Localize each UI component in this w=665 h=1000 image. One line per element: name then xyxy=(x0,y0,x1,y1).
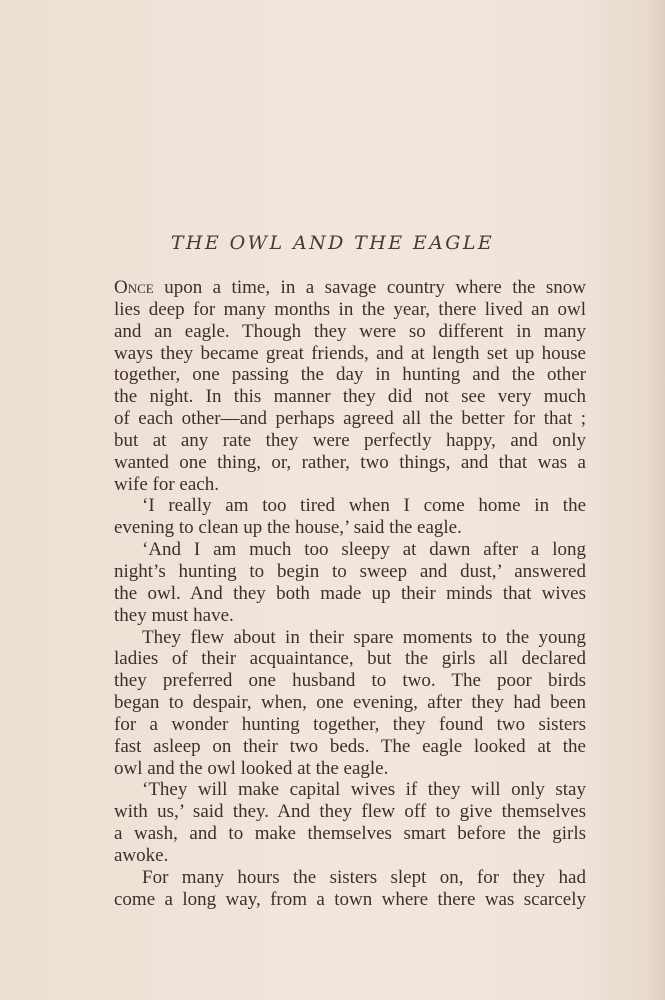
text-line: wanted one thing, or, rather, two things, and that was a xyxy=(114,451,586,473)
text-line: but at any rate they were perfectly happy, and only xyxy=(114,429,586,451)
text-line: with us,’ said they. And they flew off to give themselves xyxy=(114,801,586,823)
chapter-body xyxy=(114,277,586,910)
text-line: owl and the owl looked at the eagle. xyxy=(114,757,389,779)
text-line: for a wonder hunting together, they found two sisters xyxy=(114,713,586,735)
text-line: of each other—and perhaps agreed all the better for that ; xyxy=(114,408,586,430)
text-line: come a long way, from a town where there was scarcely xyxy=(114,888,586,910)
text-line: they must have. xyxy=(114,604,234,626)
text-line: ladies of their acquaintance, but the girls all declared xyxy=(114,648,586,670)
text-line: began to despair, when, one evening, after they had been xyxy=(114,692,586,714)
text-line: For many hours the sisters slept on, for they had xyxy=(142,866,586,888)
text-line: ‘They will make capital wives if they will only stay xyxy=(142,779,586,801)
text-line: wife for each. xyxy=(114,473,219,495)
chapter-title: THE OWL AND THE EAGLE xyxy=(170,232,495,254)
text-line: the owl. And they both made up their minds that wives xyxy=(114,582,586,604)
text-line: they preferred one husband to two. The poor birds xyxy=(114,670,586,692)
text-line: lies deep for many months in the year, there lived an owl xyxy=(114,298,586,320)
text-line: together, one passing the day in hunting and the other xyxy=(114,364,586,386)
text-line: ways they became great friends, and at length set up house xyxy=(114,342,586,364)
text-line: They flew about in their spare moments to the young xyxy=(142,626,586,648)
text-line: ‘And I am much too sleepy at dawn after a long xyxy=(142,539,586,561)
text-line: and an eagle. Though they were so different in many xyxy=(114,320,586,342)
text-line: ‘I really am too tired when I come home in the xyxy=(142,495,586,517)
text-line: night’s hunting to begin to sweep and dust,’ answered xyxy=(114,560,586,582)
text-line: Once upon a time, in a savage country where the snow xyxy=(114,277,586,298)
text-line: the night. In this manner they did not see very much xyxy=(114,386,586,408)
text-line: evening to clean up the house,’ said the eagle. xyxy=(114,517,462,539)
text-line: fast asleep on their two beds. The eagle looked at the xyxy=(114,735,586,757)
drop-word: Once xyxy=(114,277,154,298)
text-line: a wash, and to make themselves smart before the girls xyxy=(114,823,586,845)
text-line: awoke. xyxy=(114,844,169,866)
